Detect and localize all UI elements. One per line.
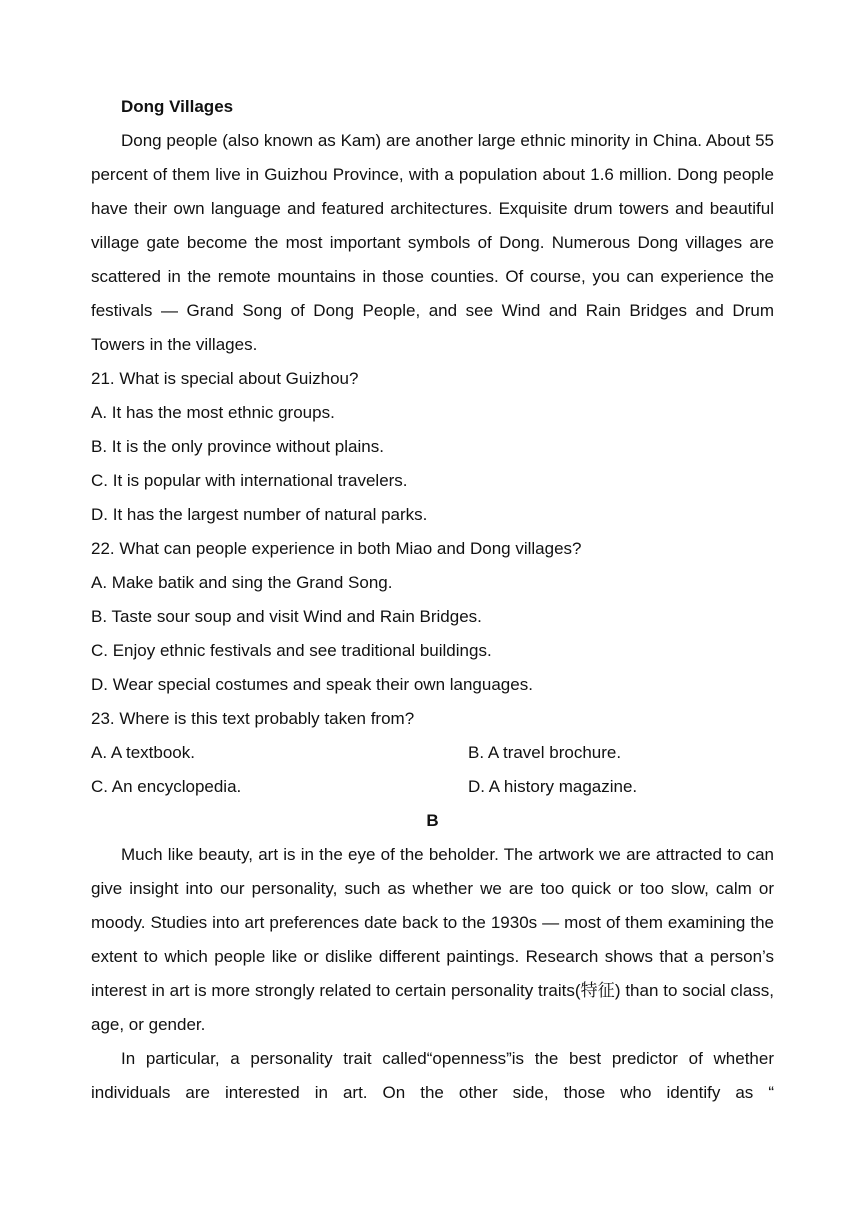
question-21-option-b: B. It is the only province without plains. [91,437,384,456]
question-23-option-c: C. An encyclopedia. [91,777,242,796]
question-23-option-b: B. A travel brochure. [468,743,622,762]
document-page [91,90,774,1110]
question-23-option-a: A. A textbook. [91,743,195,762]
question-23-options-row-1 [91,736,774,770]
question-22-stem: 22. What can people experience in both Miao and Dong villages? [91,539,582,558]
question-22-option-a: A. Make batik and sing the Grand Song. [91,573,393,592]
question-23-option-d: D. A history magazine. [468,777,638,796]
question-22-option-c: C. Enjoy ethnic festivals and see traditional buildings. [91,641,492,660]
question-23-options-row-2 [91,770,774,804]
question-22-option-b: B. Taste sour soup and visit Wind and Rain Bridges. [91,607,482,626]
passage-b-paragraph-1: Much like beauty, art is in the eye of the beholder. The artwork we are attracted to can give insight into our personality, such as whether we are too quick or too slow, calm or moody. Studies into art preferences date back to the 1930s — most of them examining the extent to which people like or dislike different paintings. Research shows that a person’s interest in art is more strongly related to certain personality traits(特征) than to social class, age, or gender. [91,845,774,1034]
question-23-stem: 23. Where is this text probably taken from? [91,709,415,728]
question-22-option-d: D. Wear special costumes and speak their own languages. [91,675,533,694]
question-21-option-a: A. It has the most ethnic groups. [91,403,335,422]
question-21-option-d: D. It has the largest number of natural parks. [91,505,428,524]
section-heading-b: B [426,811,439,830]
passage-b-paragraph-2: In particular, a personality trait called“openness”is the best predictor of whether individuals are interested in art. On the other side, those who identify as “ [91,1049,774,1102]
question-21-option-c: C. It is popular with international travelers. [91,471,408,490]
passage-a-paragraph: Dong people (also known as Kam) are another large ethnic minority in China. About 55 percent of them live in Guizhou Province, with a population about 1.6 million. Dong people have their own language and featured architectures. Exquisite drum towers and beautiful village gate become the most important symbols of Dong. Numerous Dong villages are scattered in the remote mountains in those counties. Of course, you can experience the festivals — Grand Song of Dong People, and see Wind and Rain Bridges and Drum Towers in the villages. [91,131,774,354]
question-21-stem: 21. What is special about Guizhou? [91,369,359,388]
passage-title: Dong Villages [121,97,234,116]
